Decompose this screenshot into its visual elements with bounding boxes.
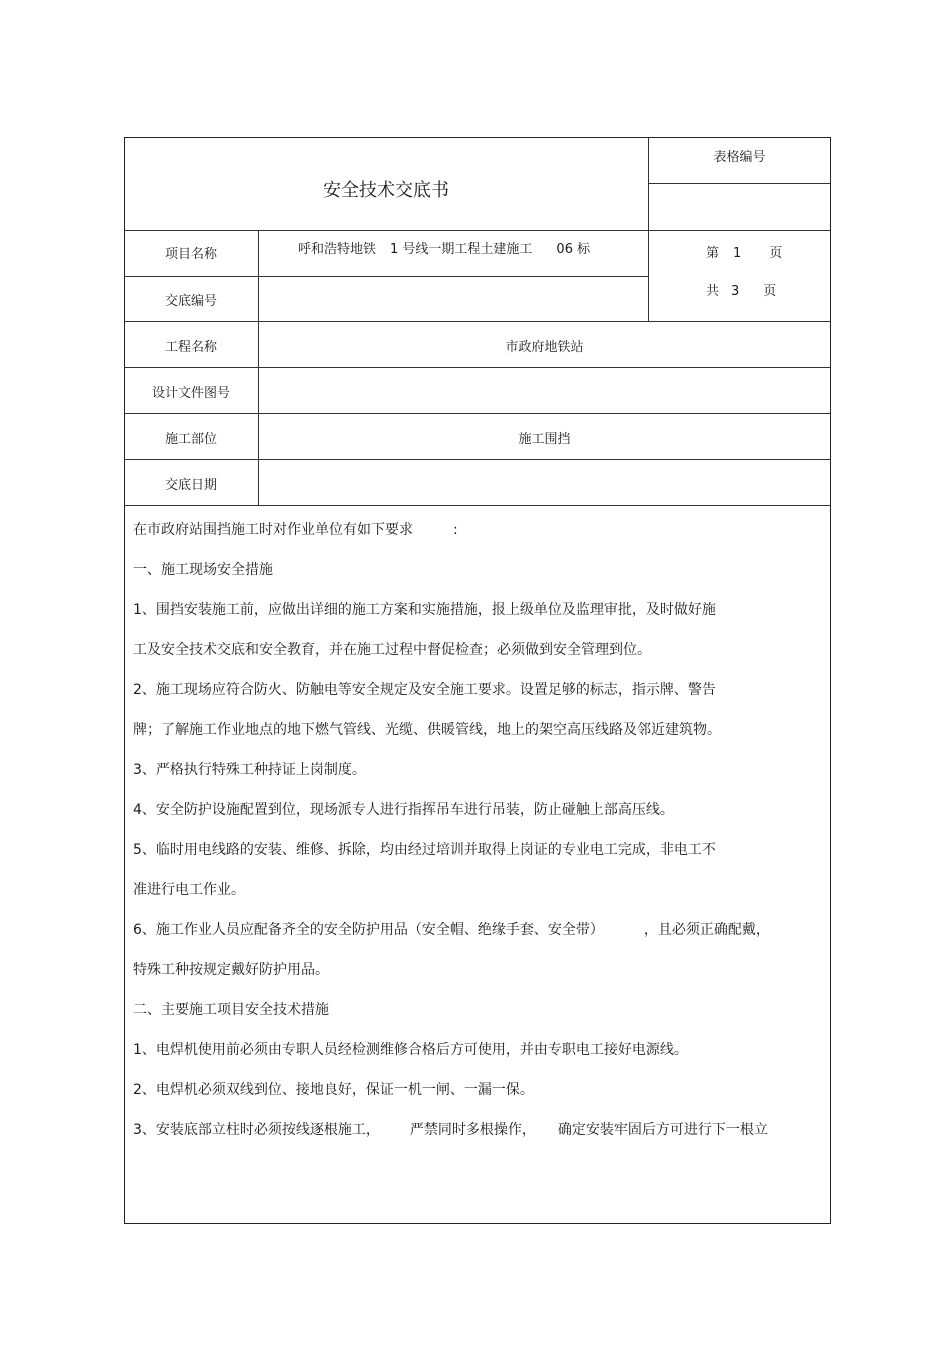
form-no-label: 表格编号 [713,150,766,165]
page-current-prefix: 第 [706,246,720,261]
engineering-label: 工程名称 [164,340,217,355]
project-value [298,242,590,258]
paragraph-part: 6、施工作业人员应配备齐全的安全防护用品（安全帽、绝缘手套、安全带） [133,922,604,938]
intro-line [133,521,458,539]
paragraph-line: 准进行电工作业。 [133,882,245,898]
section-heading: 一、施工现场安全措施 [133,562,273,578]
project-value-part: 呼和浩特地铁 [298,242,377,257]
paragraph-line: 3、严格执行特殊工种持证上岗制度。 [133,762,366,778]
page-current-suffix: 页 [769,246,783,261]
divider [124,321,831,322]
paragraph-line: 1、电焊机使用前必须由专职人员经检测维修合格后方可使用，并由专职电工接好电源线。 [133,1042,688,1058]
divider [124,367,831,368]
divider [124,276,648,277]
divider [124,505,831,506]
page-current [706,246,782,262]
paragraph-line [133,1121,768,1139]
intro-text: 在市政府站围挡施工时对作业单位有如下要求 [133,522,413,538]
paragraph-line: 1、围挡安装施工前，应做出详细的施工方案和实施措施，报上级单位及监理审批，及时做好施 [133,602,716,618]
paragraph-line: 特殊工种按规定戴好防护用品。 [133,962,329,978]
paragraph-line: 4、安全防护设施配置到位，现场派专人进行指挥吊车进行吊装，防止碰触上部高压线。 [133,802,674,818]
paragraph-part: ，且必须正确配戴， [643,922,770,938]
page-total-suffix: 页 [763,284,777,299]
date-label: 交底日期 [164,478,217,493]
paragraph-line: 2、施工现场应符合防火、防触电等安全规定及安全施工要求。设置足够的标志，指示牌、警告 [133,682,716,698]
site-label: 施工部位 [164,432,217,447]
project-label: 项目名称 [164,247,217,262]
page-total-number: 3 [731,284,740,299]
project-value-part: 06 标 [556,242,591,257]
paragraph-line: 工及安全技术交底和安全教育，并在施工过程中督促检查；必须做到安全管理到位。 [133,642,651,658]
paragraph-line: 5、临时用电线路的安装、维修、拆除，均由经过培训并取得上岗证的专业电工完成，非电工不 [133,842,716,858]
project-value-part: 1 号线一期工程土建施工 [390,242,533,257]
divider [124,413,831,414]
divider [124,230,831,231]
paragraph-part: 确定安装牢固后方可进行下一根立 [557,1122,768,1138]
paragraph-line [133,921,770,939]
page-total [706,284,776,300]
engineering-value: 市政府地铁站 [505,340,584,355]
section-heading: 二、主要施工项目安全技术措施 [133,1002,329,1018]
divider [648,183,831,184]
paragraph-part: 3、安装底部立柱时必须按线逐根施工， [133,1122,380,1138]
paragraph-part: 严禁同时多根操作， [409,1122,536,1138]
site-value: 施工围挡 [518,432,571,447]
intro-colon: : [453,522,458,538]
page-current-number: 1 [733,246,742,261]
disclosure-no-label: 交底编号 [164,294,217,309]
page-title: 安全技术交底书 [323,180,449,201]
paragraph-line: 2、电焊机必须双线到位、接地良好，保证一机一闸、一漏一保。 [133,1082,534,1098]
page-total-prefix: 共 [706,284,720,299]
divider [124,459,831,460]
design-doc-label: 设计文件图号 [151,386,230,401]
paragraph-line: 牌；了解施工作业地点的地下燃气管线、光缆、供暖管线，地上的架空高压线路及邻近建筑物。 [133,722,721,738]
divider [258,230,259,505]
